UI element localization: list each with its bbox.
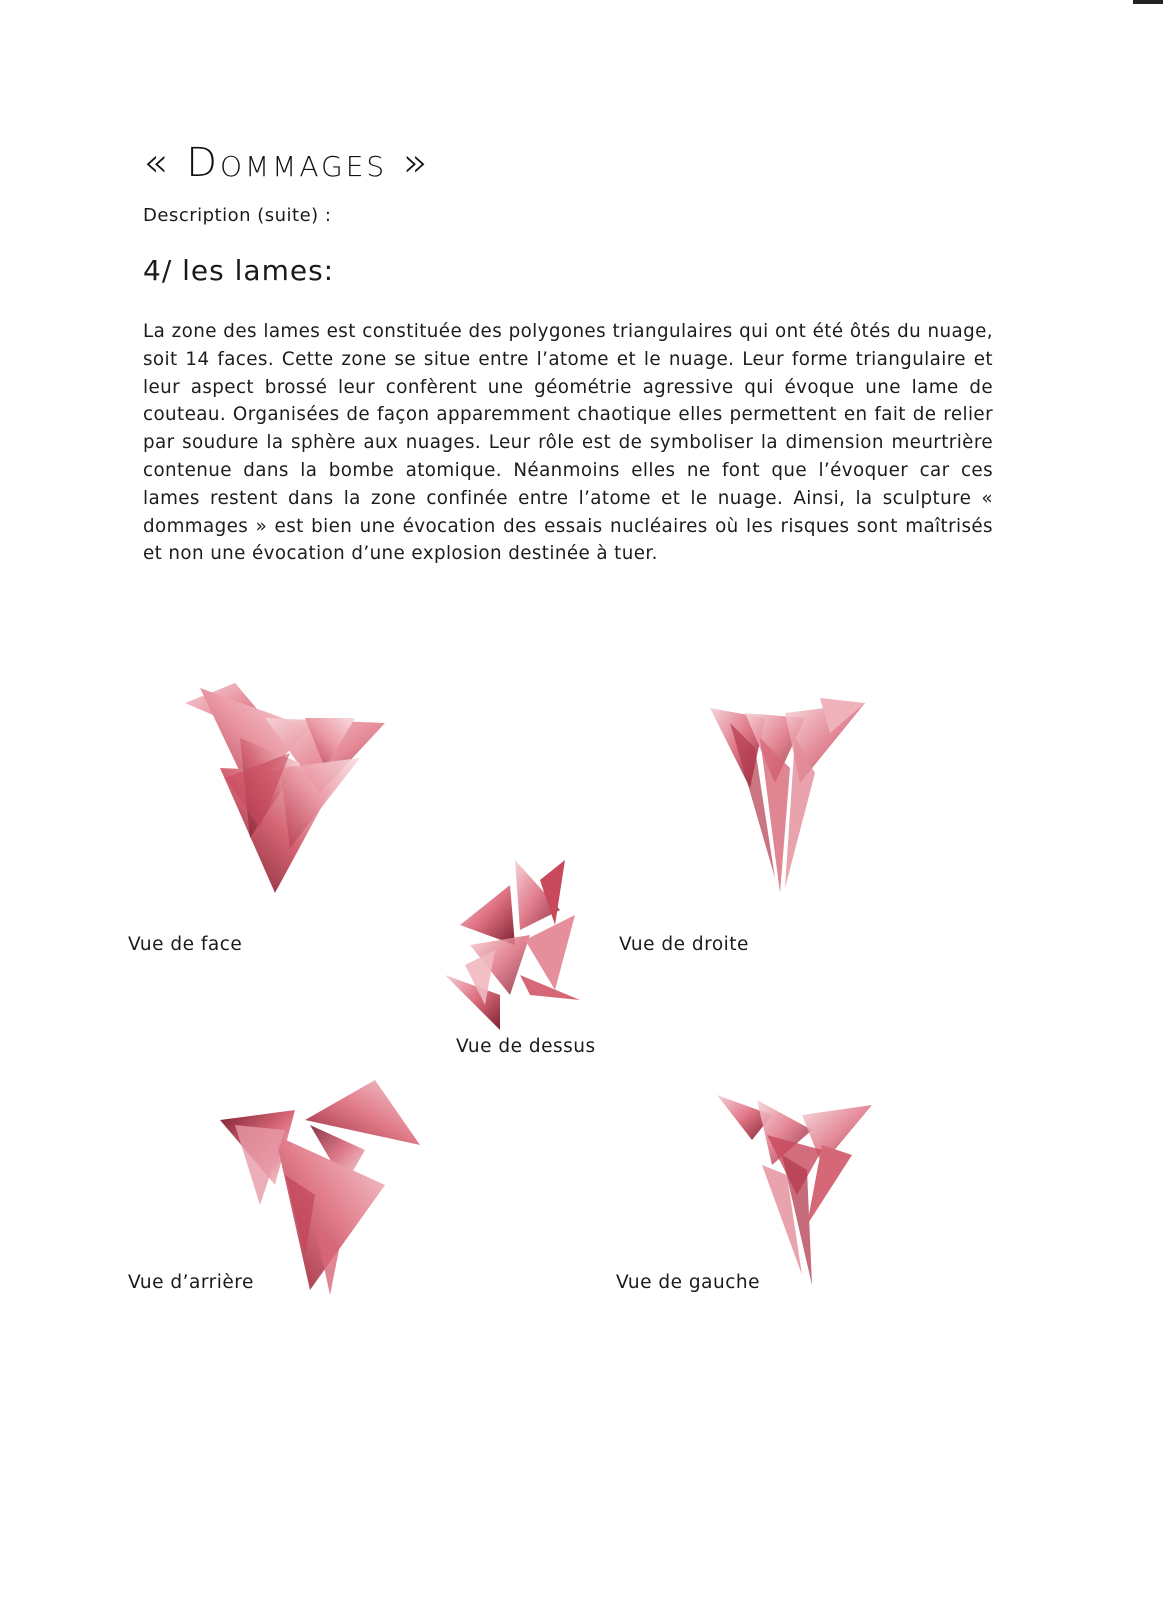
- sketch-top-view: [440, 855, 590, 1035]
- sketch-right-view: [705, 678, 870, 900]
- description-paragraph: La zone des lames est constituée des polygones triangulaires qui ont été ôtés du nuage, soit 14 faces. Cette zone se situe entre l’atome et le nuage. Leur forme triangulaire et leur aspect brossé leur confèrent une géométrie agressive qui évoque une lame de couteau. Organisées de façon apparemment chaotique elles permettent en fait de relier par soudure la sphère aux nuages. Leur rôle est de symboliser la dimension meurtrière contenue dans la bombe atomique. Néanmoins elles ne font que l’évoquer car ces lames restent dans la zone confinée entre l’atome et le nuage. Ainsi, la sculpture « dommages » est bien une évocation des essais nucléaires où les risques sont maîtrisés et non une évocation d’une explosion destinée à tuer.: [143, 321, 993, 565]
- sketch-back-view: [215, 1075, 430, 1297]
- caption-top-view: Vue de dessus: [456, 1036, 596, 1057]
- sketch-left-view: [712, 1075, 882, 1297]
- caption-left-view: Vue de gauche: [616, 1272, 760, 1293]
- page-title: « Dommages »: [143, 140, 431, 186]
- caption-back-view: Vue d’arrière: [128, 1272, 254, 1293]
- corner-scan-mark: [1133, 0, 1163, 4]
- section-heading: 4/ les lames:: [143, 254, 335, 287]
- caption-front-view: Vue de face: [128, 934, 243, 955]
- sketch-front-view: [180, 678, 395, 900]
- page-subtitle: Description (suite) :: [143, 205, 332, 226]
- caption-right-view: Vue de droite: [619, 934, 749, 955]
